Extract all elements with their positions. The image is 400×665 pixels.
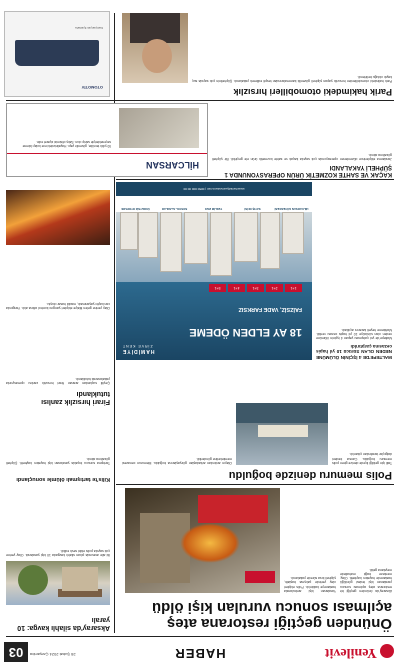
- room-option: 1+1: [285, 284, 302, 292]
- polis-title: Polis memuru denizde boğuldu: [228, 469, 392, 481]
- issue-date: 28 Şubat 2024 Çarşamba: [30, 652, 76, 657]
- ad2-logo: HİLCARSAN: [146, 160, 199, 170]
- ad-sub: FAİZSİZ, VADE FARKSIZ: [238, 306, 302, 312]
- room-option: 4+1: [228, 284, 245, 292]
- ad2-image: [119, 108, 199, 148]
- room-option: 5+1: [209, 284, 226, 292]
- maltepe-title: MALTEPE'DE 4 İŞÇİNİN ÖLÜMÜNE NEDEN OLAN Sürücü 10 yıl hapis cezasına çarptırıldı: [316, 343, 392, 360]
- lead-headline: Önünden geçtiği restorana ateş açılması sonucu vurulan kişi öldü: [151, 599, 392, 632]
- header-rule: [6, 636, 394, 637]
- aksaray-title: Aksaray'da silahlı kavga: 10 yaralı: [17, 616, 110, 631]
- section-rule: [116, 484, 394, 485]
- kilis-title: Kilis'te tartışmalı ölümle sonuçlandı: [16, 476, 110, 482]
- newspaper-logo: [302, 639, 394, 661]
- ad-feature: SOSYAL ALANLAR: [161, 207, 188, 211]
- ad-feature: TESLİM 2024: [204, 207, 223, 211]
- section-rule: [6, 100, 394, 101]
- ad-brand: HAMİDİYE: [122, 348, 155, 354]
- ad-feature: HİLCARSAN GÜVENCESİ: [274, 207, 309, 211]
- car-advert: [4, 11, 110, 97]
- ad2-text: 50 yıllık tecrübe, güvenilir yapı. Hayalinizdeki eve kolay ödeme seçenekleriyle sahip olun. Satış ofisimizi ziyaret edin.: [22, 140, 111, 148]
- kacak-title: KAÇAK VE SAHTE KOZMETİK ÜRÜN OPERASYONUNDA 1 ŞÜPHELİ YAKALANDI: [224, 164, 392, 177]
- kacak-body: Jandarma ekiplerince düzenlenen operasyonda çok sayıda kaçak ve sahte kozmetik ürün ele geçirildi. Bir şüpheli gözaltına alındı.: [212, 152, 392, 161]
- lead-photo: [125, 488, 280, 593]
- aksaray-body: İki aile arasında çıkan silahlı kavgada 10 kişi yaralandı. Olay yerine çok sayıda polis ekibi sevk edildi.: [6, 548, 110, 557]
- right-column-story: Olay yerine gelen itfaiye ekipleri yangını kontrol altına aldı. Yangında can kaybı yaşanmadı, maddi hasar oluştu.: [6, 301, 110, 310]
- hilcarsan-advert: [6, 103, 208, 177]
- car-icon: [15, 40, 99, 66]
- aksaray-photo: [6, 561, 110, 605]
- tutuk-body: Çeşitli suçlardan aranan firari hırsızlık zanlısı operasyonla yakalanarak tutuklandı.: [6, 376, 110, 385]
- parik-title: Parik hakimdeki otomobilleri hırsızlık: [233, 87, 392, 97]
- parik-body: Park halindeki otomobillerden hırsızlık yapan şüpheli güvenlik kameralarından tespit edilerek yakalandı. Şüphelinin çok sayıda suç kaydı olduğu belirlendi.: [192, 74, 392, 83]
- polis-body-1: Tatil için geldiği ilçede denize giren polis memuru boğuldu. Cansız bedeni dalgıçlar tarafından çıkarıldı.: [332, 452, 392, 465]
- ad-headline: 18 AY ELDEN ÖDEME: [189, 326, 302, 338]
- ad-room-options: [122, 286, 302, 300]
- ad-brand-sub: ZİRVE KENT: [122, 344, 153, 348]
- ad-buildings-render: [116, 212, 312, 282]
- car-ad-sub: Kampanyalı fiyatlarla: [75, 26, 103, 30]
- room-option: 2+1: [266, 284, 283, 292]
- lead-column-left: Aksaray'da önünden geçtiği bir restorana ateş açılması sonucu yaralanan kişi tedavi gördüğü hastanede hayatını kaybetti. Olay, merkeze bağlı mahallede meydana geldi.: [340, 567, 392, 593]
- section-title: HABER: [174, 646, 226, 661]
- fire-photo: [6, 190, 110, 245]
- tutuk-title: Firari hırsızlık zanlısı tutuklandı: [41, 390, 110, 405]
- ad-feature-strip: [116, 196, 312, 212]
- hamidiye-advert: [116, 182, 312, 360]
- ad-footer: www.hamidiyezirvekent.com | 0850 000 00 00: [116, 182, 312, 196]
- ad-feature: ÜCRETSİZ OTOPARK: [121, 207, 150, 211]
- page-number: 03: [4, 642, 28, 662]
- parik-photo: [122, 13, 188, 83]
- polis-body-2: Olayın ardından arkadaşları gözyaşlarına boğuldu. Memurun cenazesi memleketine gönderildi.: [122, 456, 232, 465]
- lead-column-mid: Yaralanan kişi ambulansla hastaneye kaldırıldı. Polis ekipleri olay yerinde çalışma başlattı, şüpheli kısa sürede yakalandı.: [284, 576, 336, 593]
- logo-text: Yenilevit: [324, 645, 377, 660]
- logo-mark-icon: [380, 644, 394, 658]
- room-option: 3+1: [247, 284, 264, 292]
- maltepe-body: Maltepe'de yol çalışması yapan 4 işçinin ölümüne neden olan sürücüye 10 yıl hapis cezası verildi. Mahkeme heyeti kararını açıkladı.: [316, 327, 392, 341]
- maltepe-story: [316, 185, 392, 360]
- polis-photo: [236, 403, 328, 465]
- kilis-body: Tartışma sonucu bıçakla yaralanan kişi hayatını kaybetti. Şüpheli gözaltına alındı.: [6, 456, 110, 465]
- ad-feature: SATIŞ OFİSİ: [244, 207, 261, 211]
- car-ad-label: OTOMOTİV: [81, 85, 103, 90]
- section-rule: [116, 179, 394, 180]
